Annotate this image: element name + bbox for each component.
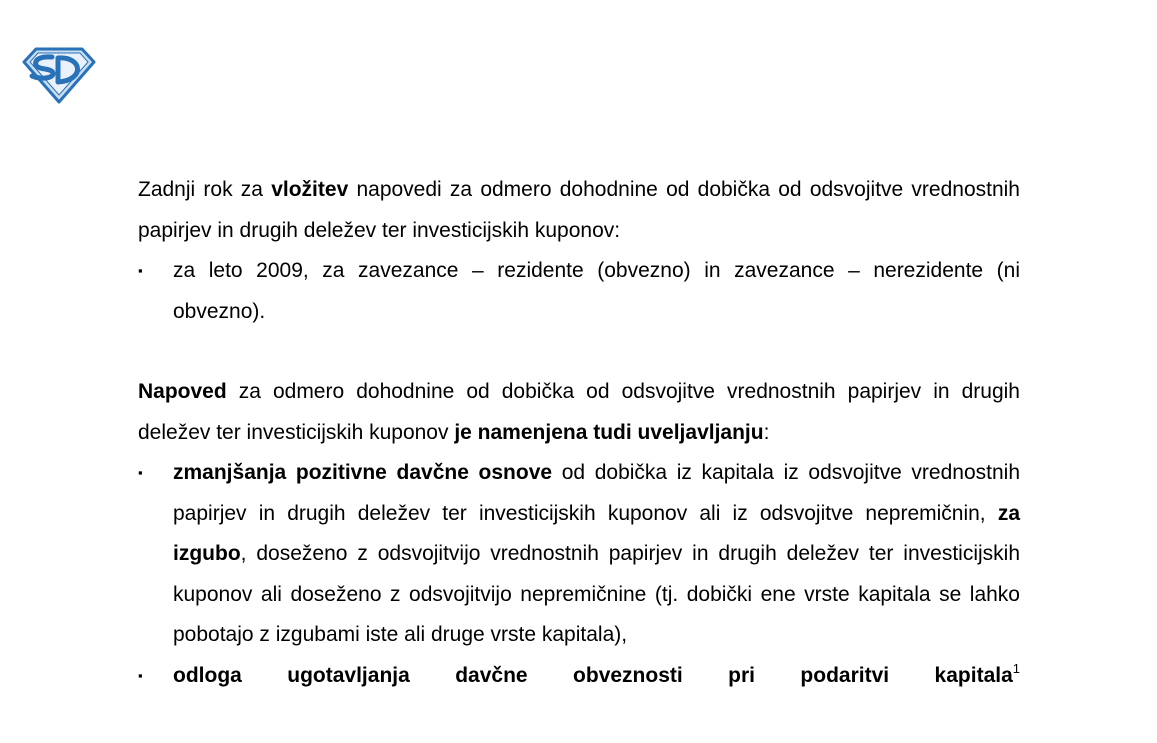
bullet-item-year xyxy=(138,251,1020,332)
spacer xyxy=(138,332,1020,372)
bullet-marker: ▪ xyxy=(138,263,143,278)
text-span: : xyxy=(763,420,770,444)
bold-span: Napoved xyxy=(138,380,227,403)
bullet-marker: ▪ xyxy=(138,465,143,480)
bullet-marker: ▪ xyxy=(138,667,143,683)
text-span: Zadnji rok za xyxy=(138,178,272,201)
text-span: od dobička iz kapitala iz odsvojitve vrednostnih papirjev in drugih deležev ter investicijskih kuponov ali iz odsvojitve nepremičnin, xyxy=(173,461,1020,525)
bold-span: zmanjšanja pozitivne davčne osnove xyxy=(173,461,553,484)
text-span: napovedi za odmero dohodnine od dobička od odsvojitve vrednostnih papirjev in drugih deležev ter investicijskih kuponov: xyxy=(138,178,1020,242)
footnote-reference: 1 xyxy=(1012,660,1020,676)
paragraph-deadline xyxy=(138,170,1020,251)
bold-span: odloga ugotavljanja davčne obveznosti pri podaritvi kapitala xyxy=(173,663,1013,687)
bold-span: za izgubo xyxy=(173,501,1020,565)
bullet-item-reduction xyxy=(138,453,1020,656)
paragraph-purpose xyxy=(138,372,1020,453)
text-span: , doseženo z odsvojitvijo vrednostnih papirjev in drugih deležev ter investicijskih kuponov ali doseženo z odsvojitvijo nepremičnine (tj. dobički ene vrste kapitala se lahko pobotajo z izgubami iste ali druge vrste kapitala), xyxy=(173,542,1020,646)
bold-span: vložitev xyxy=(271,178,349,201)
sd-logo xyxy=(22,46,96,104)
text-span: za odmero dohodnine od dobička od odsvojitve vrednostnih papirjev in drugih deležev ter investicijskih kuponov xyxy=(138,380,1020,444)
bullet-text: za leto 2009, za zavezance – rezidente (obvezno) in zavezance – nerezidente (ni obvezno). xyxy=(173,259,1020,323)
bold-span: je namenjena tudi uveljavljanju xyxy=(454,420,764,444)
document-body xyxy=(138,170,1020,696)
bullet-item-deferral xyxy=(138,656,1020,697)
